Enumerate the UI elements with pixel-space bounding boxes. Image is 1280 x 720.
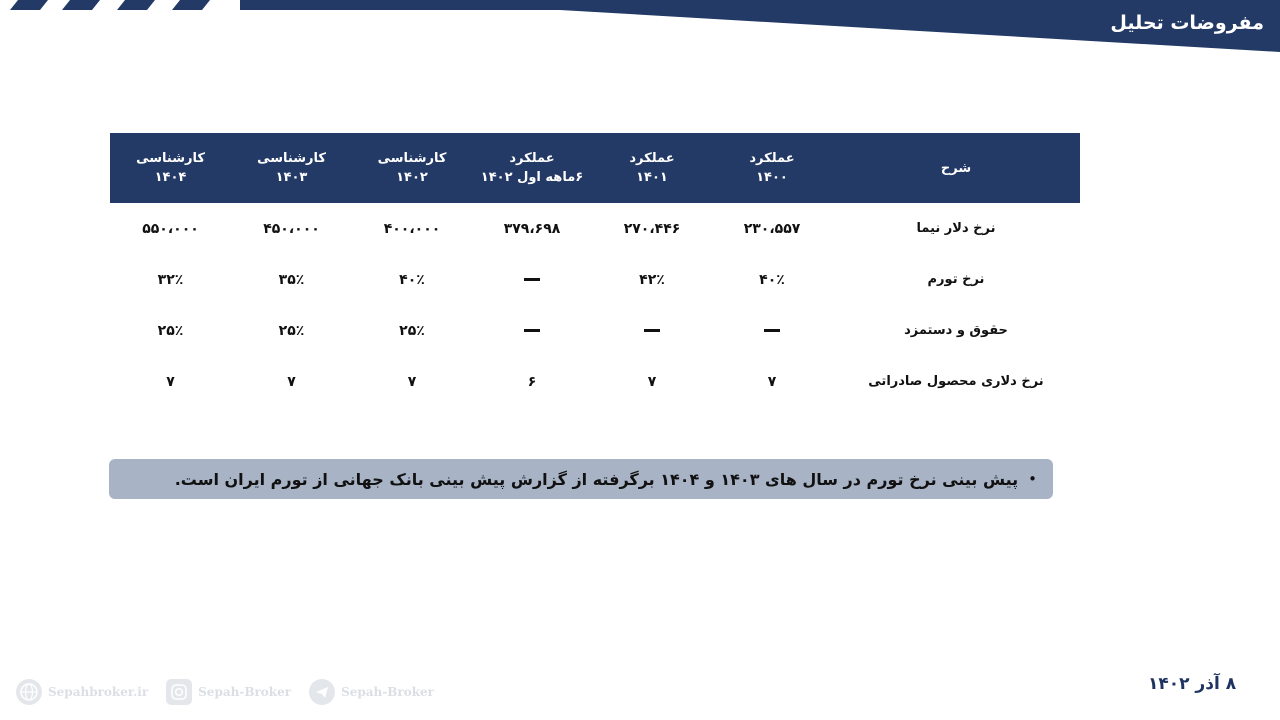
telegram-text: Sepah-Broker <box>341 685 434 699</box>
slide-title: مفروضات تحلیل <box>1110 12 1264 34</box>
table-cell <box>472 254 592 305</box>
table-cell: ۴۰٪ <box>759 271 785 288</box>
table-cell <box>592 305 712 356</box>
row-label: نرخ تورم <box>927 272 985 287</box>
instagram-link[interactable] <box>166 679 291 705</box>
table-cell: ۲۳۰،۵۵۷ <box>743 220 801 237</box>
table-cell: ۴۲٪ <box>639 271 665 288</box>
dash-placeholder <box>764 329 780 332</box>
table-row <box>110 356 1080 407</box>
dash-placeholder <box>644 329 660 332</box>
dash-placeholder <box>524 278 540 281</box>
header-banner <box>0 0 1280 60</box>
table-cell: ۷ <box>287 373 296 390</box>
table-cell: ۵۵۰،۰۰۰ <box>142 220 199 237</box>
table-row <box>110 254 1080 305</box>
table-cell: ۲۵٪ <box>278 322 305 339</box>
column-header: کارشناسی ۱۴۰۴ <box>136 151 205 185</box>
table-cell <box>712 305 832 356</box>
instagram-text: Sepah-Broker <box>198 685 292 699</box>
globe-icon <box>16 679 42 705</box>
dash-placeholder <box>524 329 540 332</box>
table-cell: ۷ <box>767 373 777 390</box>
column-header: کارشناسی ۱۴۰۲ <box>377 151 447 185</box>
table-cell: ۶ <box>527 373 537 390</box>
assumptions-table <box>110 133 1080 407</box>
table-cell: ۴۰۰،۰۰۰ <box>383 220 441 237</box>
bullet-icon: • <box>1028 470 1037 488</box>
website-text: Sepahbroker.ir <box>48 685 149 699</box>
table-cell: ۲۷۰،۴۴۶ <box>623 220 681 237</box>
table-cell: ۲۵٪ <box>157 322 184 339</box>
table-header-row <box>110 133 1080 203</box>
table-cell: ۷ <box>407 373 417 390</box>
column-header: عملکرد ۱۴۰۰ <box>749 151 795 185</box>
table-row <box>110 305 1080 356</box>
table-cell: ۳۵٪ <box>278 271 305 288</box>
column-header: عملکرد ۱۴۰۱ <box>629 151 675 185</box>
table-cell: ۷ <box>166 373 175 390</box>
column-header: عملکرد ۶ماهه اول ۱۴۰۲ <box>480 151 584 185</box>
row-label: نرخ دلار نیما <box>916 221 996 236</box>
row-label: نرخ دلاری محصول صادراتی <box>868 374 1044 389</box>
table-cell: ۳۲٪ <box>157 271 184 288</box>
table-cell: ۳۷۹،۶۹۸ <box>503 220 561 237</box>
table-cell: ۲۵٪ <box>399 322 425 339</box>
table-cell: ۷ <box>647 373 657 390</box>
telegram-link[interactable] <box>309 679 434 705</box>
note-box <box>109 459 1053 499</box>
note-text: پیش بینی نرخ تورم در سال های ۱۴۰۳ و ۱۴۰۴ برگرفته از گزارش پیش بینی بانک جهانی از تورم ایران است. <box>174 469 1019 489</box>
website-link[interactable] <box>16 679 148 705</box>
table-cell <box>472 305 592 356</box>
telegram-icon <box>309 679 335 705</box>
row-label: حقوق و دستمزد <box>904 323 1008 338</box>
footer-links <box>16 676 434 708</box>
instagram-icon <box>166 679 192 705</box>
table-cell: ۴۰٪ <box>399 271 425 288</box>
table-row <box>110 203 1080 254</box>
footer-date: ۸ آذر ۱۴۰۲ <box>1148 674 1237 694</box>
table-cell: ۴۵۰،۰۰۰ <box>263 220 320 237</box>
column-header: کارشناسی ۱۴۰۳ <box>257 151 326 185</box>
column-header: شرح <box>940 160 972 176</box>
